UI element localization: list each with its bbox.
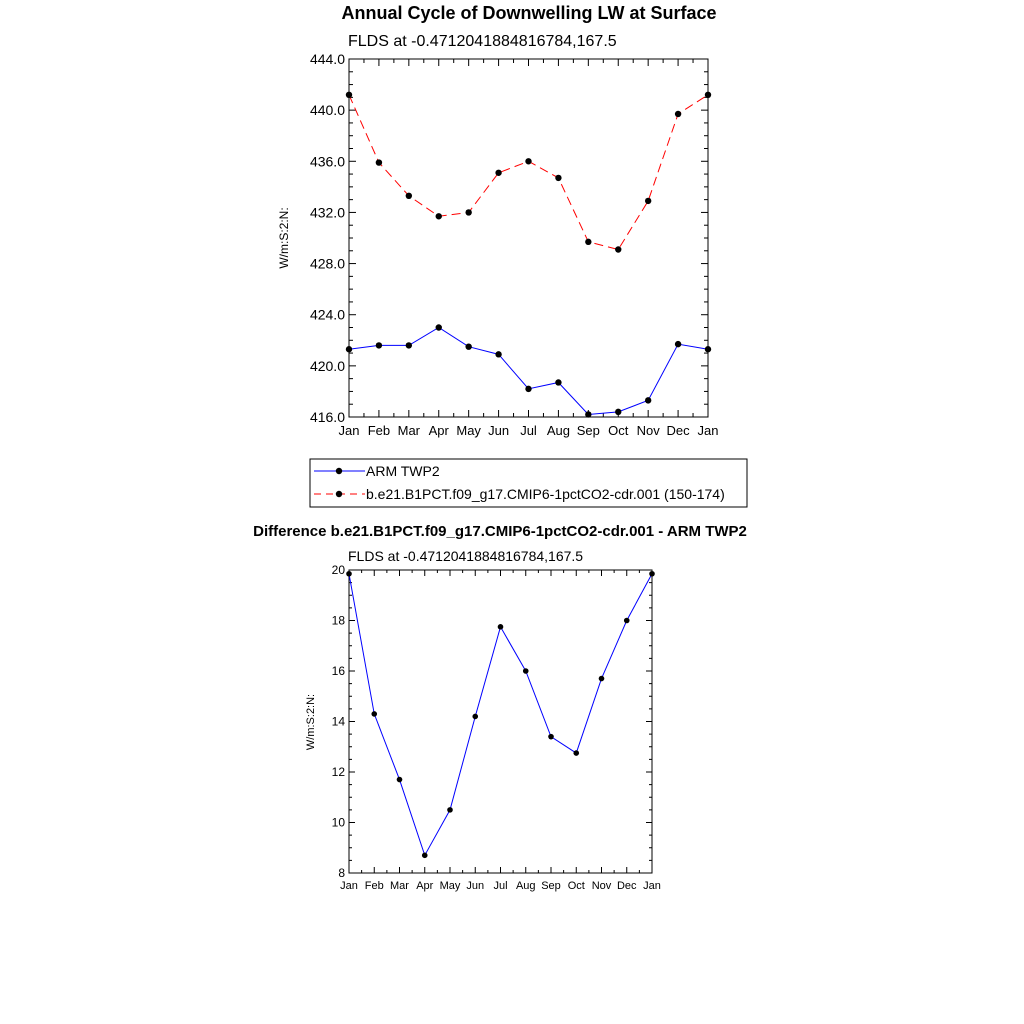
- series-0-point: [422, 853, 428, 859]
- x-tick-label: Aug: [546, 423, 570, 438]
- y-tick-label: 436.0: [309, 153, 345, 170]
- x-tick-label: Jan: [697, 423, 719, 438]
- y-tick-label: 8: [338, 866, 345, 880]
- series-0-point: [645, 397, 651, 403]
- x-tick-label: Feb: [364, 880, 384, 892]
- series-0-point: [406, 342, 412, 348]
- x-tick-label: Sep: [576, 423, 600, 438]
- series-0-point: [548, 734, 554, 740]
- chart2-plot-frame: [349, 570, 652, 873]
- chart2-y-axis-label: W/m:S:2:N:: [305, 693, 317, 751]
- legend-marker-arm-twp2: [336, 468, 342, 474]
- y-tick-label: 10: [331, 815, 345, 830]
- legend-entry-arm-twp2: [314, 463, 440, 479]
- series-1-point: [705, 92, 711, 98]
- series-0-point: [498, 624, 504, 630]
- x-tick-label: Jun: [466, 880, 485, 892]
- series-1-point: [495, 170, 501, 176]
- chart1-plot-frame: [349, 59, 708, 417]
- series-line-0: [349, 574, 652, 856]
- chart2-ticks: [349, 570, 652, 873]
- y-tick-label: 416.0: [309, 409, 345, 425]
- series-0-point: [346, 571, 352, 577]
- difference-chart: [253, 523, 747, 892]
- series-0-point: [649, 571, 655, 577]
- x-tick-label: Jan: [340, 880, 358, 892]
- series-1-point: [525, 158, 531, 164]
- x-tick-label: Oct: [567, 880, 585, 892]
- legend-label-arm-twp2: ARM TWP2: [366, 463, 440, 479]
- series-1-point: [585, 239, 591, 245]
- x-tick-label: Jan: [338, 423, 360, 438]
- chart1-series: [346, 92, 711, 418]
- x-tick-label: Apr: [428, 423, 449, 438]
- legend-marker-model: [336, 491, 342, 497]
- series-1-point: [346, 92, 352, 98]
- series-0-point: [465, 343, 471, 349]
- y-tick-label: 424.0: [309, 306, 345, 323]
- series-0-point: [397, 777, 403, 783]
- chart1-y-tick-labels: [310, 51, 345, 425]
- x-tick-label: May: [439, 880, 461, 892]
- series-1-point: [675, 111, 681, 117]
- x-tick-label: Aug: [515, 880, 536, 892]
- legend-entry-model: [314, 486, 725, 502]
- x-tick-label: Sep: [541, 880, 561, 892]
- x-tick-label: Dec: [666, 423, 690, 438]
- y-tick-label: 440.0: [309, 102, 345, 119]
- x-tick-label: Jul: [493, 880, 508, 892]
- chart1-y-axis-label: W/m:S:2:N:: [277, 207, 291, 269]
- x-tick-label: Jan: [643, 880, 661, 892]
- y-tick-label: 20: [331, 563, 345, 577]
- legend-label-model: b.e21.B1PCT.f09_g17.CMIP6-1pctCO2-cdr.001 (150-174): [366, 486, 725, 502]
- chart1-subtitle: FLDS at -0.4712041884816784,167.5: [348, 33, 617, 50]
- series-0-point: [371, 711, 377, 717]
- series-0-point: [523, 668, 529, 674]
- x-tick-label: Jun: [488, 423, 510, 438]
- y-tick-label: 14: [331, 714, 345, 729]
- series-0-point: [447, 807, 453, 813]
- x-tick-label: Nov: [591, 880, 612, 892]
- x-tick-label: Feb: [367, 423, 391, 438]
- chart2-series: [346, 571, 655, 858]
- chart1-title: Annual Cycle of Downwelling LW at Surface: [341, 3, 717, 23]
- chart1-legend: [310, 459, 747, 507]
- series-0-point: [599, 676, 605, 682]
- chart2-y-tick-labels: [332, 563, 346, 880]
- series-0-point: [573, 750, 579, 756]
- series-0-point: [495, 351, 501, 357]
- series-0-point: [615, 409, 621, 415]
- x-tick-label: Mar: [397, 423, 421, 438]
- series-1-point: [615, 246, 621, 252]
- series-1-point: [645, 198, 651, 204]
- y-tick-label: 12: [331, 765, 345, 779]
- series-0-point: [675, 341, 681, 347]
- y-tick-label: 428.0: [309, 255, 345, 272]
- series-1-point: [406, 193, 412, 199]
- series-0-point: [472, 714, 478, 720]
- series-0-point: [585, 411, 591, 417]
- series-0-point: [555, 379, 561, 385]
- x-tick-label: Dec: [616, 880, 637, 892]
- x-tick-label: May: [456, 423, 481, 438]
- chart1-x-tick-labels: [339, 423, 719, 438]
- series-0-point: [436, 324, 442, 330]
- y-tick-label: 420.0: [309, 357, 345, 374]
- series-1-point: [376, 159, 382, 165]
- series-0-point: [525, 386, 531, 392]
- series-1-point: [555, 175, 561, 181]
- series-line-0: [349, 328, 708, 415]
- series-0-point: [346, 346, 352, 352]
- x-tick-label: Apr: [416, 880, 434, 892]
- chart2-x-tick-labels: [340, 880, 661, 892]
- series-1-point: [436, 213, 442, 219]
- annual-cycle-chart: [277, 3, 747, 507]
- series-1-point: [465, 209, 471, 215]
- chart1-ticks: [349, 59, 708, 417]
- x-tick-label: Oct: [608, 423, 629, 438]
- y-tick-label: 444.0: [309, 51, 345, 67]
- x-tick-label: Mar: [390, 880, 409, 892]
- series-line-1: [349, 95, 708, 250]
- series-0-point: [376, 342, 382, 348]
- series-0-point: [705, 346, 711, 352]
- x-tick-label: Nov: [636, 423, 660, 438]
- y-tick-label: 18: [331, 613, 345, 628]
- series-0-point: [624, 618, 630, 624]
- chart2-title: Difference b.e21.B1PCT.f09_g17.CMIP6-1pctCO2-cdr.001 - ARM TWP2: [253, 523, 747, 540]
- chart2-subtitle: FLDS at -0.4712041884816784,167.5: [348, 548, 584, 564]
- y-tick-label: 432.0: [309, 204, 345, 221]
- x-tick-label: Jul: [520, 423, 537, 438]
- y-tick-label: 16: [331, 664, 345, 678]
